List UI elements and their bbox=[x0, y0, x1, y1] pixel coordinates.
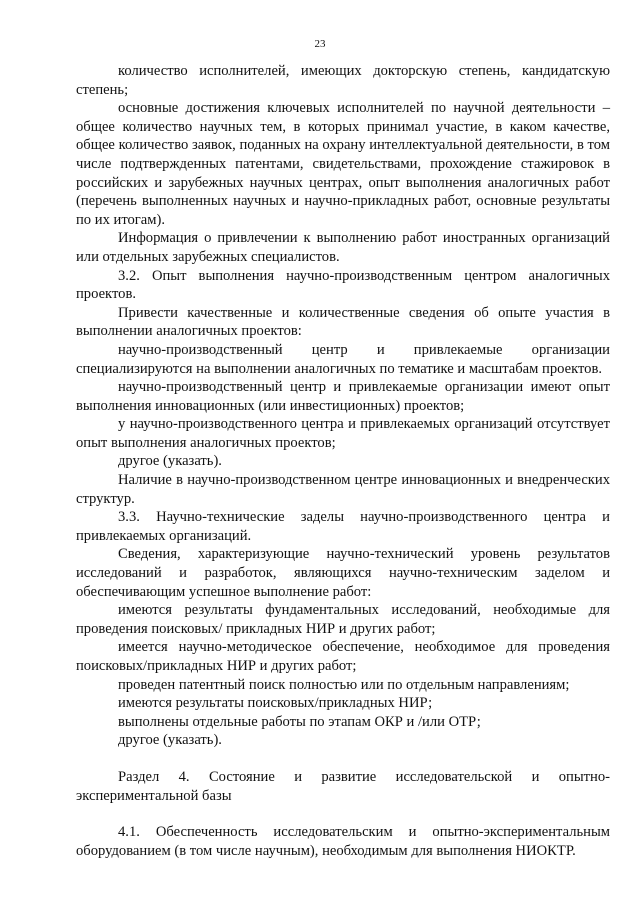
list-item-fundamental-results: имеются результаты фундаментальных исследований, необходимые для проведения поисковых/ прикладных НИР и других работ; bbox=[76, 602, 610, 637]
subsection-4-1-paragraph: 4.1. Обеспеченность исследовательским и опытно-экспериментальным оборудованием (в том числе научным), необходимым для выполнения НИОКТР. bbox=[76, 824, 610, 859]
list-item-other-2: другое (указать). bbox=[118, 732, 222, 749]
section-4-heading: Раздел 4. Состояние и развитие исследовательской и опытно-экспериментальной базы bbox=[76, 768, 610, 804]
list-item-innovation-experience: научно-производственный центр и привлекаемые организации имеют опыт выполнения инновационных (или инвестиционных) проектов; bbox=[76, 379, 610, 414]
paragraph-foreign-organizations: Информация о привлечении к выполнению работ иностранных организаций или отдельных зарубежных специалистов. bbox=[76, 230, 610, 265]
paragraph-innovation-structures: Наличие в научно-производственном центре инновационных и внедренческих структур. bbox=[76, 472, 610, 507]
list-item-methodological-support: имеется научно-методическое обеспечение, необходимое для проведения поисковых/прикладных НИР и других работ; bbox=[76, 639, 610, 674]
paragraph-key-achievements: основные достижения ключевых исполнителей по научной деятельности – общее количество научных тем, в которых принимал участие, в каком качестве, общее количество заявок, поданных на охрану интеллектуальной деятельности, в том числе подтвержденных патентами, свидетельствами, прохождение стажировок в российских и зарубежных научных центрах, опыт выполнения аналогичных работ (перечень выполненных научных и научно-прикладных работ, основные результаты по их итогам). bbox=[76, 100, 610, 228]
subsection-3-3-heading: 3.3. Научно-технические заделы научно-производственного центра и привлекаемых организаций. bbox=[76, 509, 610, 544]
page-number: 23 bbox=[314, 38, 326, 50]
list-item-patent-search: проведен патентный поиск полностью или по отдельным направлениям; bbox=[118, 676, 570, 693]
document-body bbox=[76, 62, 610, 860]
list-item-no-experience: у научно-производственного центра и привлекаемых организаций отсутствует опыт выполнения аналогичных проектов; bbox=[76, 416, 610, 451]
list-item-okr-otr-works: выполнены отдельные работы по этапам ОКР и /или ОТР; bbox=[118, 713, 481, 730]
subsection-3-2-heading: 3.2. Опыт выполнения научно-производственным центром аналогичных проектов. bbox=[76, 267, 610, 303]
list-item-applied-results: имеются результаты поисковых/прикладных НИР; bbox=[118, 695, 433, 712]
list-item-specialization: научно-производственный центр и привлекаемые организации специализируются на выполнении аналогичных по тематике и масштабам проектов. bbox=[76, 341, 610, 377]
paragraph-staff-degrees: количество исполнителей, имеющих докторскую степень, кандидатскую степень; bbox=[76, 63, 610, 98]
paragraph-experience-intro: Привести качественные и количественные сведения об опыте участия в выполнении аналогичных проектов: bbox=[76, 304, 610, 340]
list-item-other: другое (указать). bbox=[118, 453, 222, 470]
paragraph-technical-level: Сведения, характеризующие научно-технический уровень результатов исследований и разработок, являющихся научно-техническим заделом и обеспечивающим успешное выполнение работ: bbox=[76, 546, 610, 600]
